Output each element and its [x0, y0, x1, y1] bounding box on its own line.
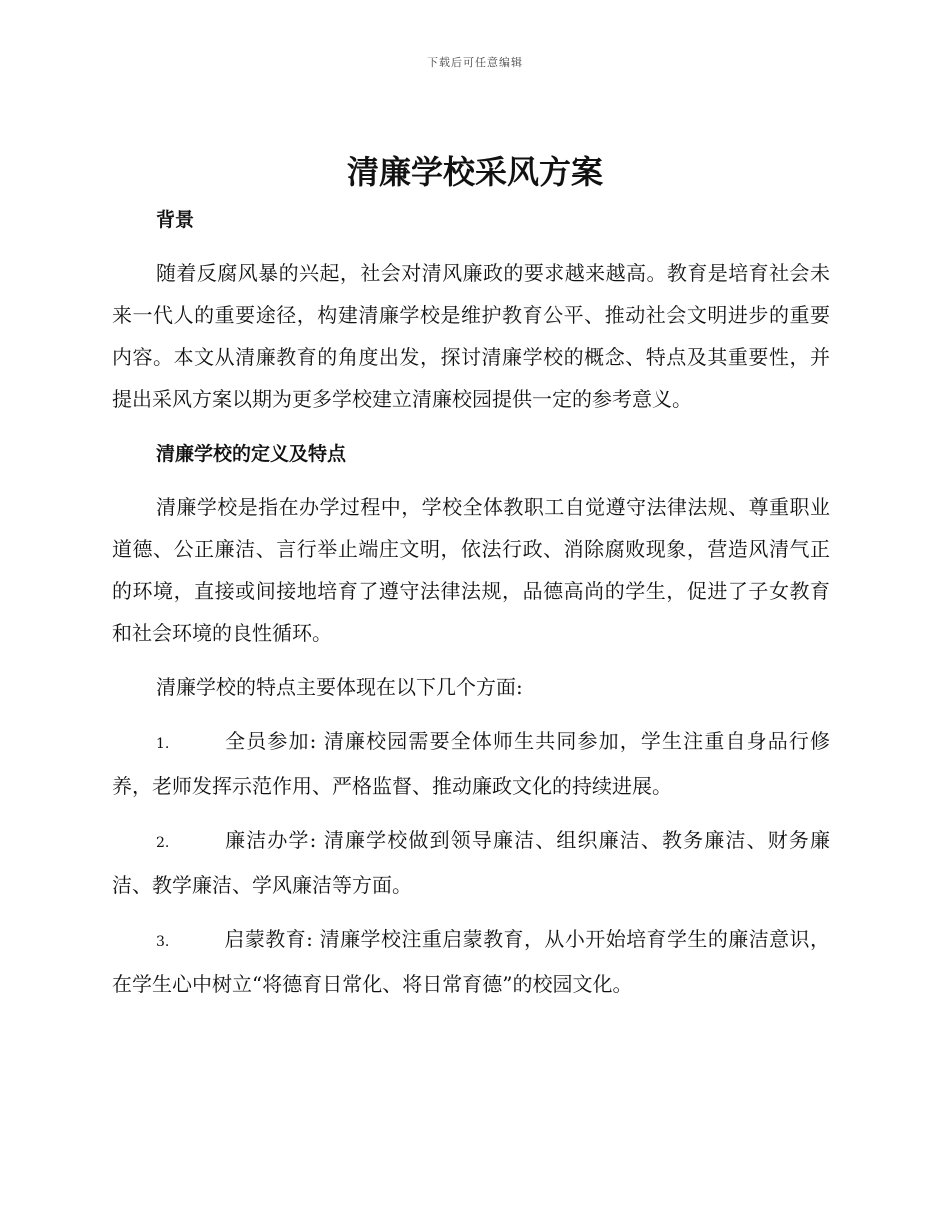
feature-list-item	[112, 918, 830, 1005]
section-heading-definition: 清廉学校的定义及特点	[156, 443, 347, 465]
features-intro-paragraph: 清廉学校的特点主要体现在以下几个方面:	[156, 675, 523, 699]
list-item-text: 廉洁办学: 清廉学校做到领导廉洁、组织廉洁、教务廉洁、财务廉洁、教学廉洁、学风廉洁等方面。	[112, 828, 830, 897]
list-item-text: 启蒙教育: 清廉学校注重启蒙教育，从小开始培育学生的廉洁意识，在学生心中树立“将德育日常化、将日常育德”的校园文化。	[112, 927, 830, 996]
feature-list-item	[112, 819, 830, 906]
background-paragraph: 随着反腐风暴的兴起，社会对清风廉政的要求越来越高。教育是培育社会未来一代人的重要途径，构建清廉学校是维护教育公平、推动社会文明进步的重要内容。本文从清廉教育的角度出发，探讨清廉学校的概念、特点及其重要性，并提出采风方案以期为更多学校建立清廉校园提供一定的参考意义。	[112, 261, 830, 411]
list-item-number: 1.	[156, 736, 170, 752]
list-item-number: 3.	[156, 934, 170, 950]
document-title: 清廉学校采风方案	[346, 153, 603, 191]
list-item-text: 全员参加: 清廉校园需要全体师生共同参加，学生注重自身品行修养，老师发挥示范作用、严格监督、推动廉政文化的持续进展。	[112, 729, 830, 798]
definition-paragraph: 清廉学校是指在办学过程中，学校全体教职工自觉遵守法律法规、尊重职业道德、公正廉洁、言行举止端庄文明，依法行政、消除腐败现象，营造风清气正的环境，直接或间接地培育了遵守法律法规，品德高尚的学生，促进了子女教育和社会环境的良性循环。	[112, 495, 830, 645]
feature-list-item	[112, 720, 830, 807]
document-body	[112, 200, 830, 1005]
section-heading-background: 背景	[156, 209, 195, 231]
list-item-number: 2.	[156, 835, 170, 851]
page-header-note: 下载后可任意编辑	[427, 56, 523, 69]
